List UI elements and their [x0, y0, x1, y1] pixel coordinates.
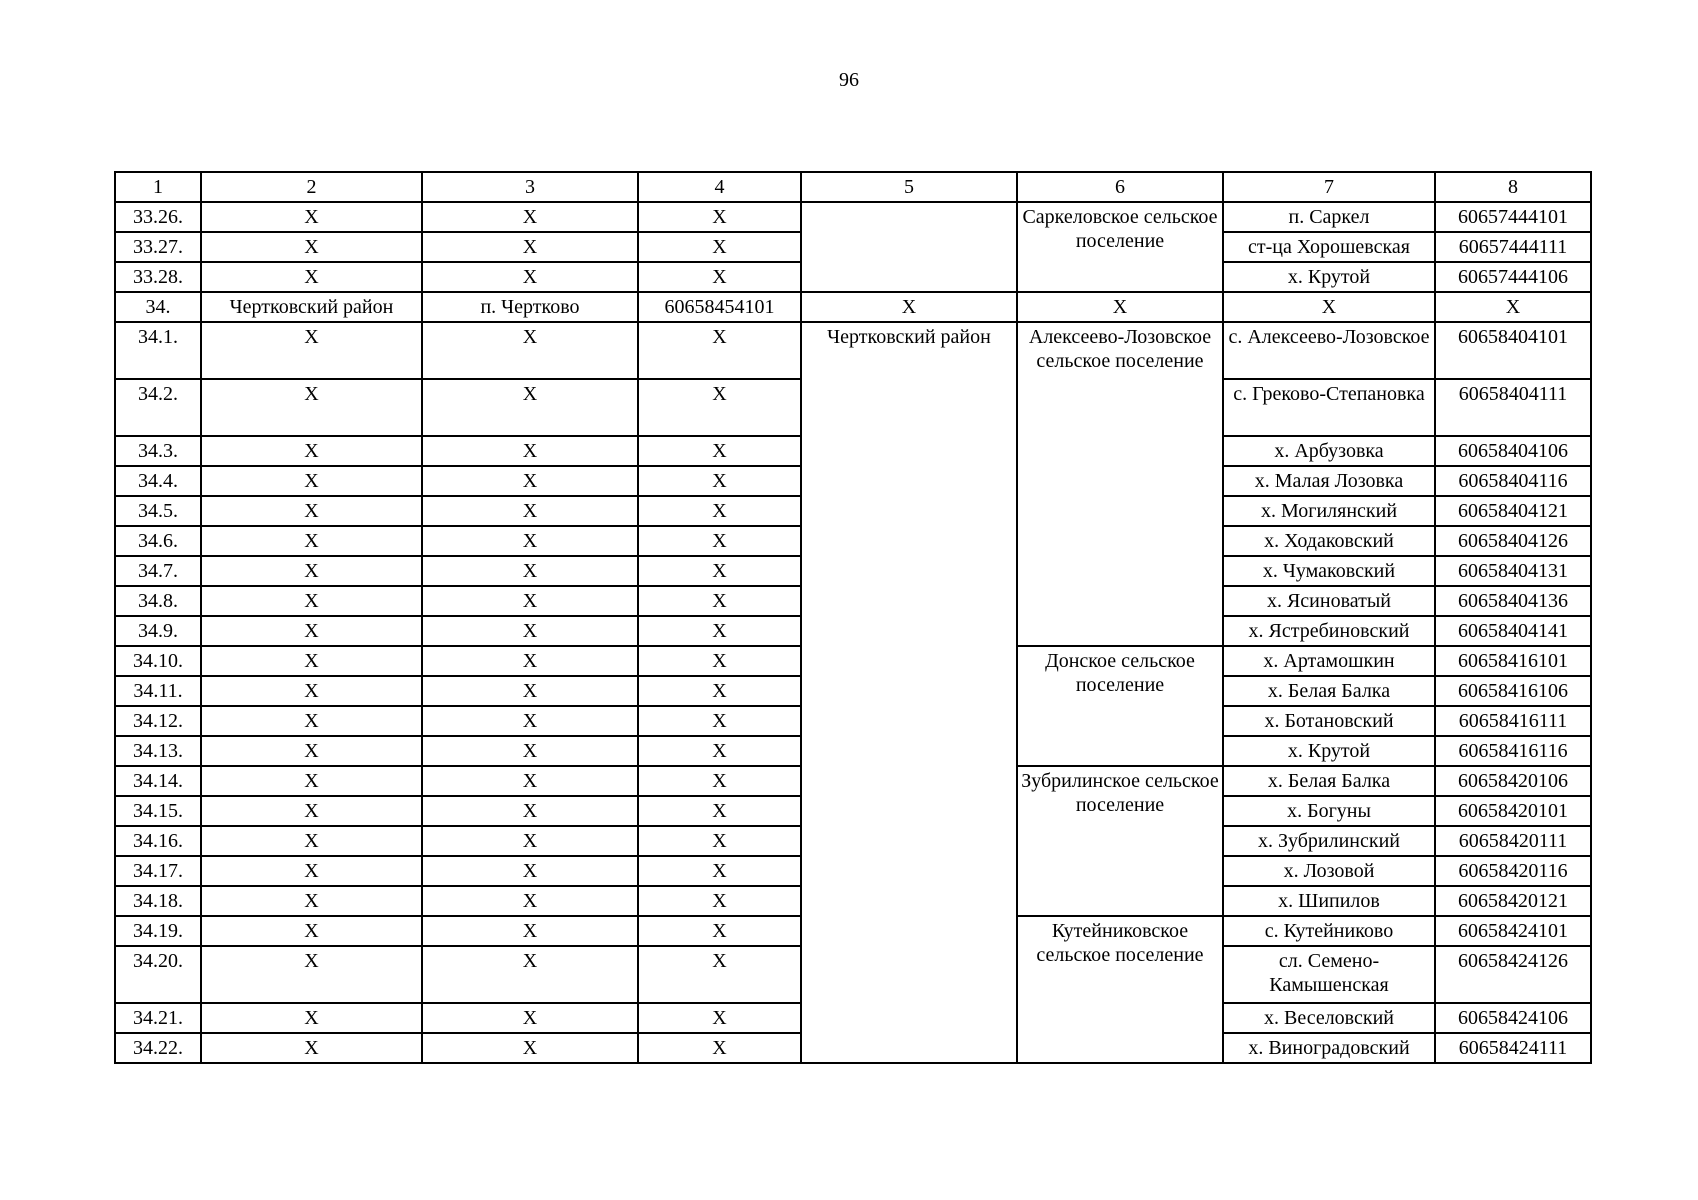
cell-col4: Х: [638, 796, 801, 826]
cell-col2: Х: [201, 1003, 422, 1033]
oktmo-code: 60658420106: [1435, 766, 1591, 796]
row-number: 34.19.: [115, 916, 201, 946]
cell-col2: Х: [201, 379, 422, 436]
cell-col4: Х: [638, 436, 801, 466]
cell-col3: Х: [422, 826, 638, 856]
cell-col3: Х: [422, 886, 638, 916]
cell-col4: Х: [638, 202, 801, 232]
row-number: 34.6.: [115, 526, 201, 556]
oktmo-code: 60658404101: [1435, 322, 1591, 379]
oktmo-code: 60657444101: [1435, 202, 1591, 232]
cell-col3: Х: [422, 766, 638, 796]
settlement-name: с. Кутейниково: [1223, 916, 1435, 946]
table-row: [115, 202, 1591, 232]
cell-col2: Х: [201, 826, 422, 856]
row-number: 34.: [115, 292, 201, 322]
cell-col3: Х: [422, 736, 638, 766]
cell-col4: Х: [638, 616, 801, 646]
row-number: 34.1.: [115, 322, 201, 379]
cell-col5-empty: [801, 202, 1017, 292]
cell-col2: Х: [201, 586, 422, 616]
settlement-name: х. Ботановский: [1223, 706, 1435, 736]
cell-col3: Х: [422, 466, 638, 496]
header-cell: 5: [801, 172, 1017, 202]
row-number: 34.3.: [115, 436, 201, 466]
row-number: 34.14.: [115, 766, 201, 796]
cell-col4: Х: [638, 1033, 801, 1063]
cell-col4: Х: [638, 586, 801, 616]
oktmo-code: 60657444111: [1435, 232, 1591, 262]
cell-col2: Х: [201, 496, 422, 526]
settlement-name: х. Белая Балка: [1223, 766, 1435, 796]
settlement-group-sarkel: Саркеловское сельское поселение: [1017, 202, 1223, 292]
cell-col2: Х: [201, 322, 422, 379]
oktmo-code: 60658454101: [638, 292, 801, 322]
row-number: 34.11.: [115, 676, 201, 706]
row-number: 34.2.: [115, 379, 201, 436]
header-cell: 6: [1017, 172, 1223, 202]
oktmo-code: 60658416106: [1435, 676, 1591, 706]
row-number: 34.17.: [115, 856, 201, 886]
cell-col4: Х: [638, 856, 801, 886]
oktmo-code: 60658416116: [1435, 736, 1591, 766]
settlement-name: х. Крутой: [1223, 262, 1435, 292]
table-header-row: [115, 172, 1591, 202]
oktmo-code: 60658404111: [1435, 379, 1591, 436]
oktmo-code: 60658404116: [1435, 466, 1591, 496]
oktmo-code: 60658404131: [1435, 556, 1591, 586]
row-number: 34.20.: [115, 946, 201, 1003]
cell-col4: Х: [638, 556, 801, 586]
cell-col4: Х: [638, 1003, 801, 1033]
cell-col3: Х: [422, 946, 638, 1003]
row-number: 33.28.: [115, 262, 201, 292]
cell-col2: Х: [201, 526, 422, 556]
cell-col2: Х: [201, 232, 422, 262]
oktmo-code: 60658416111: [1435, 706, 1591, 736]
cell-col7: Х: [1223, 292, 1435, 322]
settlement-name: с. Алексеево-Лозовское: [1223, 322, 1435, 379]
cell-col2: Х: [201, 466, 422, 496]
cell-col3: Х: [422, 556, 638, 586]
cell-col4: Х: [638, 322, 801, 379]
settlement-name: х. Чумаковский: [1223, 556, 1435, 586]
row-number: 34.18.: [115, 886, 201, 916]
cell-col2: Х: [201, 646, 422, 676]
row-number: 34.9.: [115, 616, 201, 646]
data-table: [114, 171, 1592, 1064]
header-cell: 3: [422, 172, 638, 202]
district-name: Чертковский район: [201, 292, 422, 322]
cell-col3: Х: [422, 322, 638, 379]
cell-col4: Х: [638, 466, 801, 496]
cell-col2: Х: [201, 436, 422, 466]
settlement-name: х. Арбузовка: [1223, 436, 1435, 466]
cell-col3: Х: [422, 526, 638, 556]
cell-col4: Х: [638, 946, 801, 1003]
cell-col3: Х: [422, 706, 638, 736]
cell-col4: Х: [638, 916, 801, 946]
municipal-district-merged: Чертковский район: [801, 322, 1017, 1063]
cell-col3: Х: [422, 1033, 638, 1063]
cell-col4: Х: [638, 886, 801, 916]
cell-col2: Х: [201, 202, 422, 232]
oktmo-code: 60657444106: [1435, 262, 1591, 292]
row-number: 34.15.: [115, 796, 201, 826]
cell-col2: Х: [201, 796, 422, 826]
oktmo-code: 60658404126: [1435, 526, 1591, 556]
settlement-group-donskoe: Донское сельское поселение: [1017, 646, 1223, 766]
cell-col3: Х: [422, 262, 638, 292]
cell-col3: Х: [422, 496, 638, 526]
cell-col2: Х: [201, 916, 422, 946]
row-number: 34.21.: [115, 1003, 201, 1033]
oktmo-code: 60658420101: [1435, 796, 1591, 826]
row-number: 34.4.: [115, 466, 201, 496]
cell-col2: Х: [201, 736, 422, 766]
settlement-name: п. Саркел: [1223, 202, 1435, 232]
row-number: 33.26.: [115, 202, 201, 232]
cell-col2: Х: [201, 676, 422, 706]
header-cell: 8: [1435, 172, 1591, 202]
oktmo-code: 60658404106: [1435, 436, 1591, 466]
cell-col8: Х: [1435, 292, 1591, 322]
cell-col5: Х: [801, 292, 1017, 322]
settlement-name: ст-ца Хорошевская: [1223, 232, 1435, 262]
cell-col2: Х: [201, 556, 422, 586]
cell-col2: Х: [201, 706, 422, 736]
cell-col3: Х: [422, 202, 638, 232]
oktmo-code: 60658420116: [1435, 856, 1591, 886]
settlement-name: х. Белая Балка: [1223, 676, 1435, 706]
cell-col4: Х: [638, 646, 801, 676]
row-number: 34.16.: [115, 826, 201, 856]
settlement-name: х. Ясиноватый: [1223, 586, 1435, 616]
cell-col3: Х: [422, 616, 638, 646]
settlement-name: х. Богуны: [1223, 796, 1435, 826]
settlement-name: х. Веселовский: [1223, 1003, 1435, 1033]
settlement-name: х. Крутой: [1223, 736, 1435, 766]
cell-col2: Х: [201, 1033, 422, 1063]
row-number: 34.5.: [115, 496, 201, 526]
cell-col4: Х: [638, 262, 801, 292]
cell-col4: Х: [638, 232, 801, 262]
cell-col6: Х: [1017, 292, 1223, 322]
settlement-name: с. Греково-Степановка: [1223, 379, 1435, 436]
header-cell: 1: [115, 172, 201, 202]
row-number: 34.7.: [115, 556, 201, 586]
cell-col4: Х: [638, 736, 801, 766]
cell-col3: Х: [422, 856, 638, 886]
table-row: [115, 322, 1591, 379]
row-number: 34.8.: [115, 586, 201, 616]
oktmo-code: 60658416101: [1435, 646, 1591, 676]
oktmo-code: 60658404136: [1435, 586, 1591, 616]
oktmo-code: 60658420111: [1435, 826, 1591, 856]
settlement-name: х. Шипилов: [1223, 886, 1435, 916]
settlement-name: х. Ходаковский: [1223, 526, 1435, 556]
cell-col3: Х: [422, 676, 638, 706]
row-number: 34.22.: [115, 1033, 201, 1063]
settlement-name: х. Ястребиновский: [1223, 616, 1435, 646]
cell-col3: Х: [422, 796, 638, 826]
cell-col2: Х: [201, 886, 422, 916]
oktmo-code: 60658424101: [1435, 916, 1591, 946]
cell-col3: Х: [422, 436, 638, 466]
cell-col2: Х: [201, 946, 422, 1003]
header-cell: 4: [638, 172, 801, 202]
row-number: 34.12.: [115, 706, 201, 736]
settlement-group-zubrilin: Зубрилинское сельское поселение: [1017, 766, 1223, 916]
settlement-name: сл. Семено-Камышенская: [1223, 946, 1435, 1003]
settlement-group-alekseevo: Алексеево-Лозовское сельское поселение: [1017, 322, 1223, 646]
cell-col3: Х: [422, 646, 638, 676]
cell-col2: Х: [201, 856, 422, 886]
cell-col2: Х: [201, 766, 422, 796]
header-cell: 2: [201, 172, 422, 202]
cell-col3: Х: [422, 232, 638, 262]
settlement-name: х. Могилянский: [1223, 496, 1435, 526]
region-row: [115, 292, 1591, 322]
cell-col4: Х: [638, 706, 801, 736]
cell-col3: Х: [422, 1003, 638, 1033]
oktmo-code: 60658404121: [1435, 496, 1591, 526]
settlement-name: х. Малая Лозовка: [1223, 466, 1435, 496]
cell-col4: Х: [638, 379, 801, 436]
administrative-center: п. Чертково: [422, 292, 638, 322]
cell-col4: Х: [638, 496, 801, 526]
cell-col2: Х: [201, 262, 422, 292]
cell-col4: Х: [638, 526, 801, 556]
cell-col3: Х: [422, 916, 638, 946]
header-cell: 7: [1223, 172, 1435, 202]
cell-col4: Х: [638, 826, 801, 856]
row-number: 34.10.: [115, 646, 201, 676]
cell-col3: Х: [422, 586, 638, 616]
oktmo-code: 60658404141: [1435, 616, 1591, 646]
oktmo-code: 60658420121: [1435, 886, 1591, 916]
oktmo-code: 60658424126: [1435, 946, 1591, 1003]
settlement-name: х. Лозовой: [1223, 856, 1435, 886]
row-number: 34.13.: [115, 736, 201, 766]
cell-col3: Х: [422, 379, 638, 436]
cell-col2: Х: [201, 616, 422, 646]
settlement-group-kuteinik: Кутейниковское сельское поселение: [1017, 916, 1223, 1063]
settlement-name: х. Артамошкин: [1223, 646, 1435, 676]
settlement-name: х. Виноградовский: [1223, 1033, 1435, 1063]
oktmo-code: 60658424111: [1435, 1033, 1591, 1063]
page-number: 96: [839, 69, 859, 91]
cell-col4: Х: [638, 676, 801, 706]
cell-col4: Х: [638, 766, 801, 796]
oktmo-code: 60658424106: [1435, 1003, 1591, 1033]
row-number: 33.27.: [115, 232, 201, 262]
settlement-name: х. Зубрилинский: [1223, 826, 1435, 856]
